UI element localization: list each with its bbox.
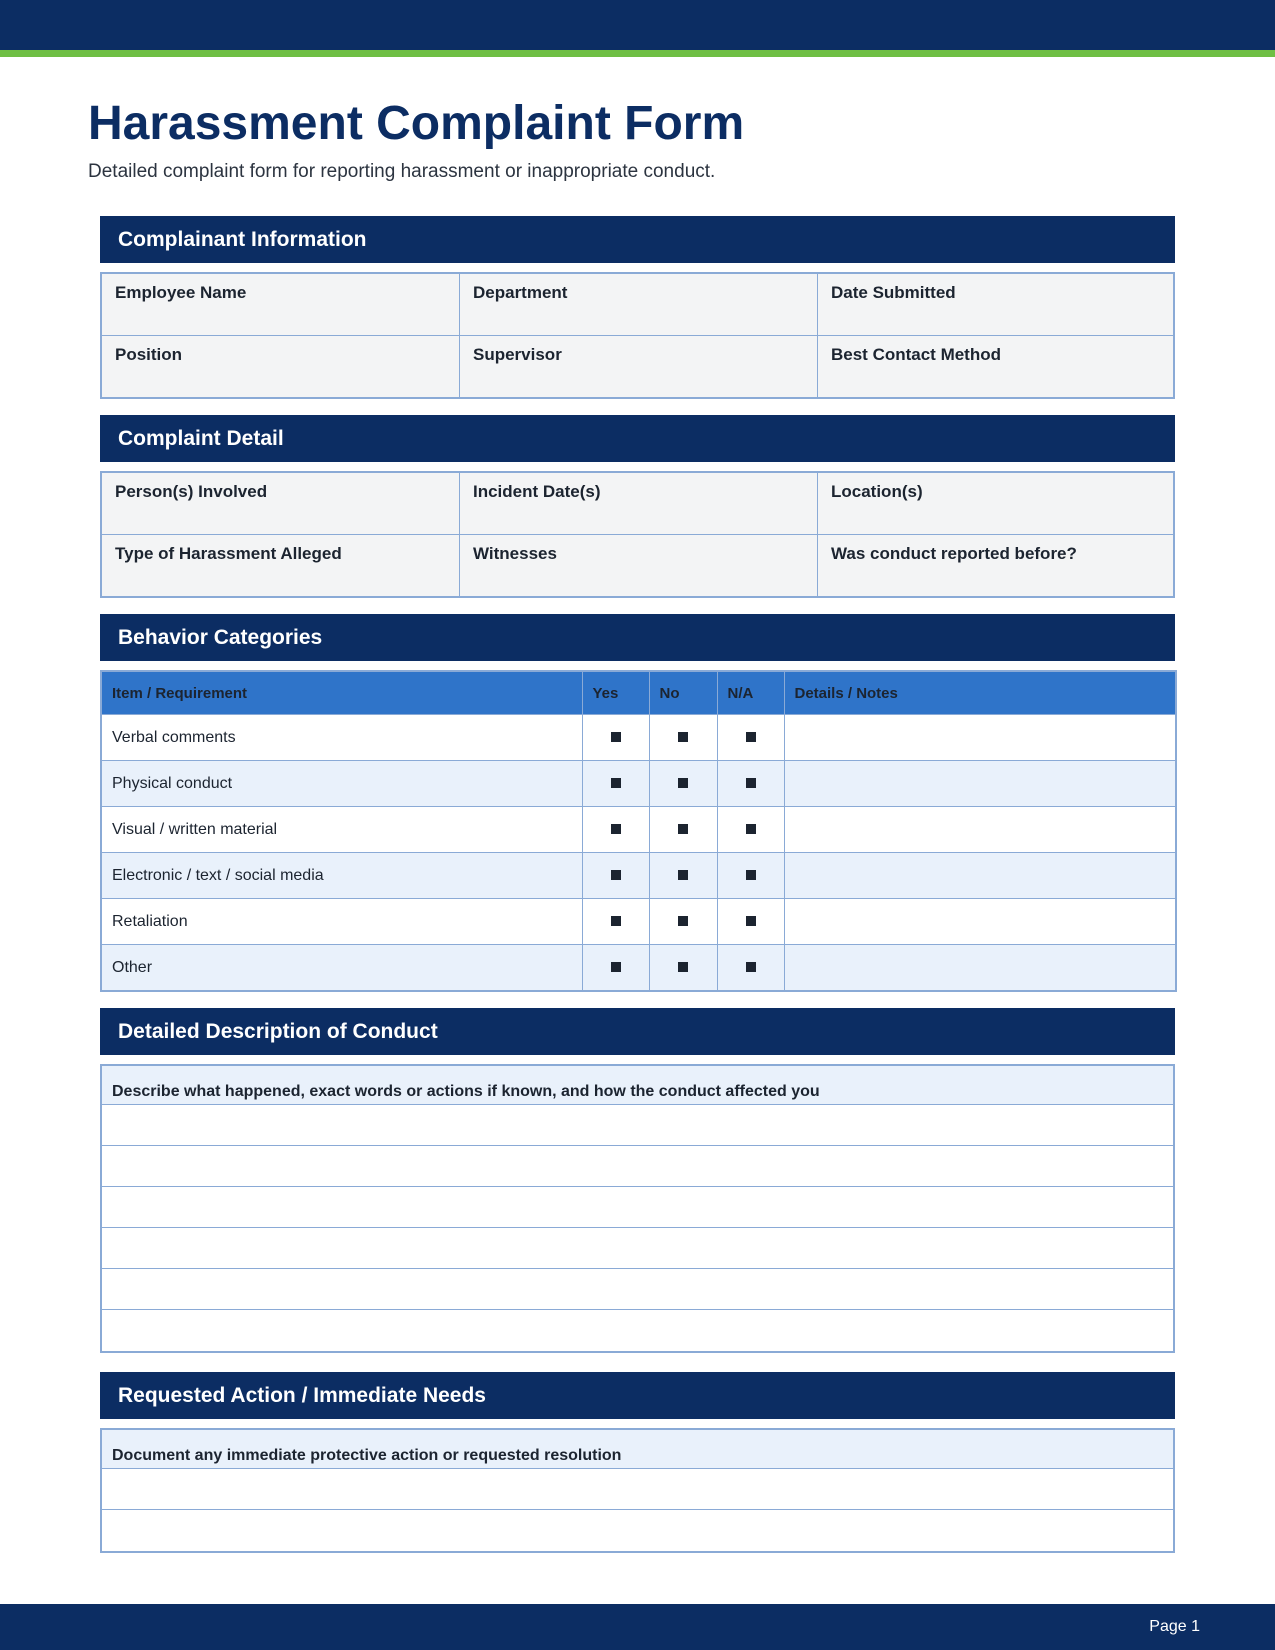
checkbox-square-icon [678,916,688,926]
column-header-no: No [649,671,717,715]
incident-dates-field[interactable]: Incident Date(s) [460,473,818,535]
locations-field[interactable]: Location(s) [818,473,1173,535]
persons-involved-field[interactable]: Person(s) Involved [102,473,460,535]
section-header-complainant-information: Complainant Information [100,216,1175,263]
writing-line[interactable] [102,1269,1173,1310]
type-of-harassment-field[interactable]: Type of Harassment Alleged [102,535,460,596]
checkbox-square-icon [678,962,688,972]
page-title: Harassment Complaint Form [88,97,745,150]
yes-checkbox[interactable] [582,899,649,945]
table-row [101,899,1176,945]
column-header-na: N/A [717,671,784,715]
page-subtitle: Detailed complaint form for reporting harassment or inappropriate conduct. [88,161,716,182]
supervisor-field[interactable]: Supervisor [460,336,818,397]
details-notes-field[interactable] [784,899,1176,945]
checkbox-square-icon [746,778,756,788]
yes-checkbox[interactable] [582,715,649,761]
page-footer [0,1604,1275,1650]
row-label: Visual / written material [101,807,582,853]
yes-checkbox[interactable] [582,807,649,853]
description-prompt: Describe what happened, exact words or actions if known, and how the conduct affected you [102,1066,1173,1105]
writing-line[interactable] [102,1469,1173,1510]
no-checkbox[interactable] [649,715,717,761]
no-checkbox[interactable] [649,761,717,807]
na-checkbox[interactable] [717,761,784,807]
checkbox-square-icon [678,870,688,880]
position-field[interactable]: Position [102,336,460,397]
details-notes-field[interactable] [784,807,1176,853]
table-row [101,853,1176,899]
checkbox-square-icon [611,824,621,834]
row-label: Physical conduct [101,761,582,807]
table-row [101,807,1176,853]
writing-line[interactable] [102,1105,1173,1146]
behavior-categories-table [100,670,1177,992]
writing-line[interactable] [102,1146,1173,1187]
section-header-detailed-description: Detailed Description of Conduct [100,1008,1175,1055]
yes-checkbox[interactable] [582,761,649,807]
details-notes-field[interactable] [784,945,1176,992]
writing-line[interactable] [102,1228,1173,1269]
no-checkbox[interactable] [649,853,717,899]
column-header-item: Item / Requirement [101,671,582,715]
details-notes-field[interactable] [784,715,1176,761]
row-label: Verbal comments [101,715,582,761]
checkbox-square-icon [746,870,756,880]
na-checkbox[interactable] [717,715,784,761]
detailed-description-area [100,1064,1175,1353]
top-banner [0,0,1275,50]
no-checkbox[interactable] [649,899,717,945]
section-header-requested-action: Requested Action / Immediate Needs [100,1372,1175,1419]
writing-line[interactable] [102,1310,1173,1351]
best-contact-method-field[interactable]: Best Contact Method [831,345,1001,364]
checkbox-square-icon [746,824,756,834]
checkbox-square-icon [746,916,756,926]
writing-line[interactable] [102,1510,1173,1551]
table-row [101,945,1176,992]
department-field[interactable]: Department [460,274,818,336]
requested-action-prompt: Document any immediate protective action or requested resolution [102,1430,1173,1469]
employee-name-field[interactable]: Employee Name [102,274,460,336]
table-row [101,761,1176,807]
row-label: Electronic / text / social media [101,853,582,899]
checkbox-square-icon [746,962,756,972]
checkbox-square-icon [611,916,621,926]
na-checkbox[interactable] [717,807,784,853]
table-row [101,715,1176,761]
complaint-detail-grid [100,471,1175,598]
page-number: Page 1 [1149,1618,1200,1635]
details-notes-field[interactable] [784,853,1176,899]
witnesses-field[interactable]: Witnesses [460,535,818,596]
column-header-yes: Yes [582,671,649,715]
checkbox-square-icon [678,824,688,834]
section-header-behavior-categories: Behavior Categories [100,614,1175,661]
reported-before-field[interactable]: Was conduct reported before? [831,544,1077,563]
requested-action-area [100,1428,1175,1553]
checkbox-square-icon [746,732,756,742]
checkbox-square-icon [678,732,688,742]
na-checkbox[interactable] [717,853,784,899]
table-header-row [101,671,1176,715]
na-checkbox[interactable] [717,899,784,945]
date-submitted-field[interactable]: Date Submitted [818,274,1173,336]
writing-line[interactable] [102,1187,1173,1228]
checkbox-square-icon [678,778,688,788]
complainant-information-grid [100,272,1175,399]
column-header-details: Details / Notes [784,671,1176,715]
checkbox-square-icon [611,962,621,972]
yes-checkbox[interactable] [582,945,649,992]
no-checkbox[interactable] [649,945,717,992]
yes-checkbox[interactable] [582,853,649,899]
checkbox-square-icon [611,870,621,880]
row-label: Other [101,945,582,992]
top-banner-accent-stripe [0,50,1275,57]
section-header-complaint-detail: Complaint Detail [100,415,1175,462]
details-notes-field[interactable] [784,761,1176,807]
na-checkbox[interactable] [717,945,784,992]
no-checkbox[interactable] [649,807,717,853]
checkbox-square-icon [611,778,621,788]
row-label: Retaliation [101,899,582,945]
checkbox-square-icon [611,732,621,742]
